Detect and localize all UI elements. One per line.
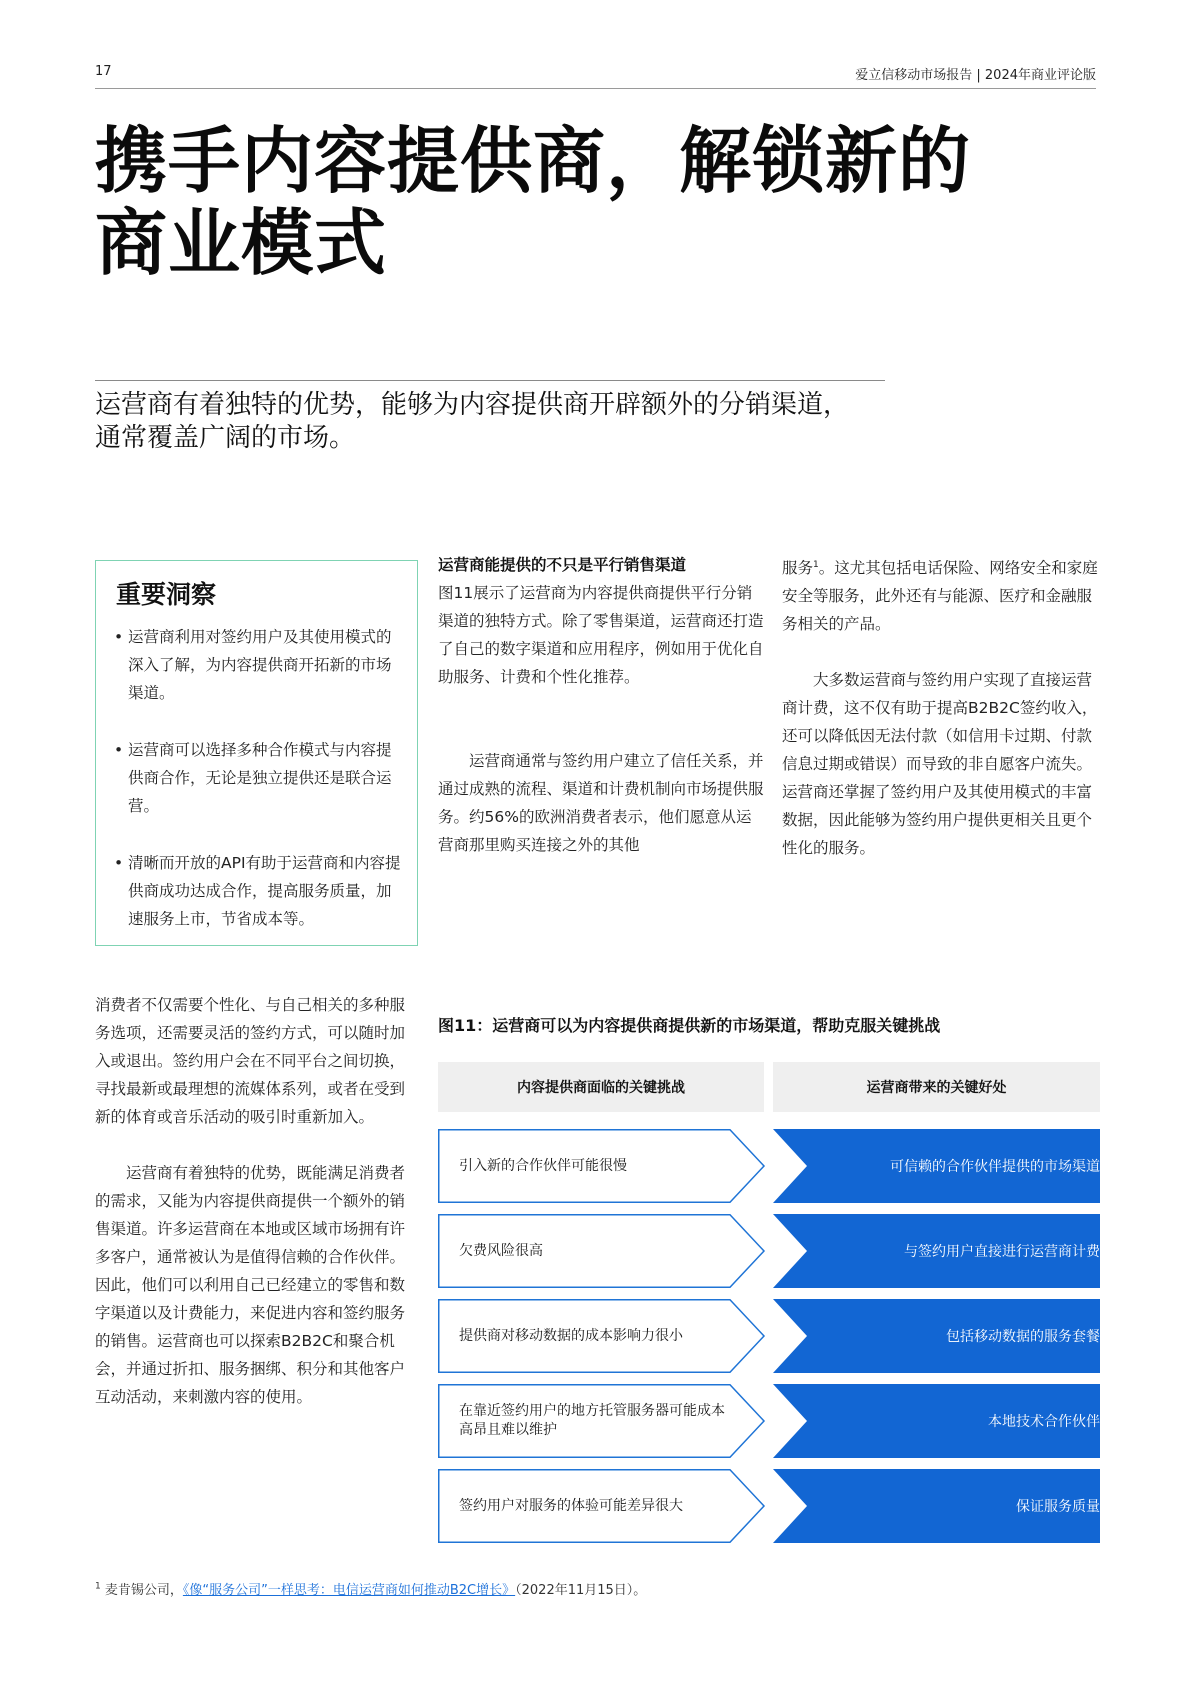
column-2 bbox=[438, 551, 764, 859]
document-title: 爱立信移动市场报告 | 2024年商业评论版 bbox=[855, 68, 1096, 83]
paragraph: 消费者不仅需要个性化、与自己相关的多种服务选项，还需要灵活的签约方式，可以随时加入或退出。签约用户会在不同平台之间切换，寻找最新或最理想的流媒体系列，或者在受到新的体育或音乐活动的吸引时重新加入。 bbox=[95, 996, 406, 1126]
footnote-number: 1 bbox=[95, 1581, 101, 1592]
figure-caption: 图11：运营商可以为内容提供商提供新的市场渠道，帮助克服关键挑战 bbox=[438, 1016, 941, 1035]
paragraph bbox=[782, 551, 1104, 638]
subtitle-line-2: 通常覆盖广阔的市场。 bbox=[95, 423, 356, 453]
benefit-text: 本地技术合作伙伴 bbox=[988, 1414, 1100, 1430]
section-heading: 运营商能提供的不只是平行销售渠道 bbox=[438, 556, 687, 574]
paragraph: 运营商通常与签约用户建立了信任关系，并通过成熟的流程、渠道和计费机制向市场提供服务。约56%的欧洲消费者表示，他们愿意从运营商那里购买连接之外的其他 bbox=[438, 752, 764, 854]
key-insights-heading: 重要洞察 bbox=[116, 580, 217, 609]
footnote-link[interactable]: 《像“服务公司”一样思考：电信运营商如何推动B2C增长》 bbox=[182, 1583, 516, 1598]
figure-left-header: 内容提供商面临的关键挑战 bbox=[438, 1062, 764, 1112]
footnote-marker: 1 bbox=[813, 560, 819, 570]
footnote-prefix: 麦肯锡公司， bbox=[104, 1583, 183, 1598]
paragraph: 运营商有着独特的优势，既能满足消费者的需求，又能为内容提供商提供一个额外的销售渠道。许多运营商在本地或区域市场拥有许多客户，通常被认为是值得信赖的合作伙伴。因此，他们可以利用自己已经建立的零售和数字渠道以及计费能力，来促进内容和签约服务的销售。运营商也可以探索B2B2C和聚合机会，并通过折扣、服务捆绑、积分和其他客户互动活动，来刺激内容的使用。 bbox=[95, 1164, 406, 1406]
page-title-line-1: 携手内容提供商，解锁新的 bbox=[95, 119, 972, 203]
key-insights-box bbox=[95, 560, 418, 946]
paragraph-rest: 。这尤其包括电话保险、网络安全和家庭安全等服务，此外还有与能源、医疗和金融服务相关的产品。 bbox=[782, 559, 1098, 634]
paragraph: 大多数运营商与签约用户实现了直接运营商计费，这不仅有助于提高B2B2C签约收入，还可以降低因无法付款（如信用卡过期、付款信息过期或错误）而导致的非自愿客户流失。运营商还掌握了签约用户及其使用模式的丰富数据，因此能够为签约用户提供更相关且更个性化的服务。 bbox=[782, 671, 1098, 858]
challenge-text: 引入新的合作伙伴可能很慢 bbox=[459, 1157, 627, 1174]
benefit-text: 保证服务质量 bbox=[1016, 1499, 1100, 1515]
column-3 bbox=[782, 551, 1104, 862]
benefit-text: 包括移动数据的服务套餐 bbox=[946, 1329, 1100, 1345]
challenge-text: 在靠近签约用户的地方托管服务器可能成本高昂且难以维护 bbox=[459, 1403, 725, 1438]
page-number: 17 bbox=[95, 64, 112, 79]
challenge-text: 欠费风险很高 bbox=[459, 1242, 543, 1259]
benefit-text: 与签约用户直接进行运营商计费 bbox=[904, 1244, 1100, 1260]
key-insights-list bbox=[114, 623, 404, 962]
column-1-body bbox=[95, 991, 405, 1411]
paragraph-lead: 服务 bbox=[782, 559, 814, 578]
header-divider bbox=[95, 88, 1096, 89]
benefit-text: 可信赖的合作伙伴提供的市场渠道 bbox=[890, 1159, 1100, 1175]
subtitle-divider bbox=[95, 380, 885, 381]
insight-item-3: • 清晰而开放的API有助于运营商和内容提供商成功达成合作，提高服务质量，加速服务上市，节省成本等。 bbox=[114, 849, 404, 933]
page-title bbox=[95, 119, 972, 285]
challenge-text: 提供商对移动数据的成本影响力很小 bbox=[459, 1327, 683, 1344]
subtitle-line-1: 运营商有着独特的优势，能够为内容提供商开辟额外的分销渠道， bbox=[95, 390, 850, 420]
footnote-suffix: （2022年11月15日）。 bbox=[515, 1583, 647, 1598]
insight-item-1: • 运营商利用对签约用户及其使用模式的深入了解，为内容提供商开拓新的市场渠道。 bbox=[114, 623, 404, 707]
footnote bbox=[95, 1579, 646, 1598]
paragraph: 图11展示了运营商为内容提供商提供平行分销渠道的独特方式。除了零售渠道，运营商还打造了自己的数字渠道和应用程序，例如用于优化自助服务、计费和个性化推荐。 bbox=[438, 584, 764, 686]
page-title-line-2: 商业模式 bbox=[95, 201, 388, 285]
challenge-text: 签约用户对服务的体验可能差异很大 bbox=[459, 1497, 683, 1514]
figure-right-header: 运营商带来的关键好处 bbox=[773, 1062, 1100, 1112]
insight-item-2: • 运营商可以选择多种合作模式与内容提供商合作，无论是独立提供还是联合运营。 bbox=[114, 736, 404, 820]
subtitle bbox=[95, 389, 895, 455]
